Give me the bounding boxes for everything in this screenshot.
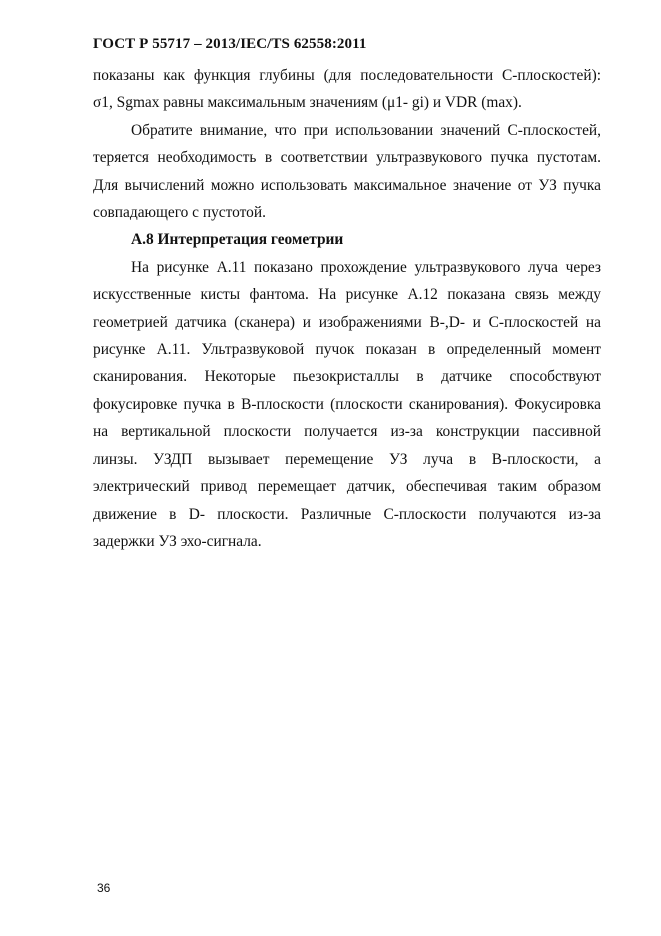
- text-line: геометрией датчика (сканера) и изображениями B-,D- и C-плоскостей на: [93, 313, 601, 331]
- text-line: фокусировке пучка в B-плоскости (плоскости сканирования). Фокусировка: [93, 395, 601, 413]
- standard-header: ГОСТ Р 55717 – 2013/IEC/TS 62558:2011: [93, 36, 367, 52]
- text-line: Для вычислений можно использовать максимальное значение от УЗ пучка: [93, 176, 601, 194]
- page-number: 36: [97, 881, 111, 895]
- text-line: сканирования. Некоторые пьезокристаллы в датчике способствуют: [93, 368, 601, 386]
- text-line: σ1, Sgmax равны максимальным значениям (μ1- gi) и VDR (max).: [93, 94, 522, 112]
- text-line: искусственные кисты фантома. На рисунке А.12 показана связь между: [93, 286, 601, 304]
- text-line: совпадающего с пустотой.: [93, 204, 266, 222]
- text-line: Обратите внимание, что при использовании значений C-плоскостей,: [131, 121, 601, 139]
- text-line: показаны как функция глубины (для последовательности C-плоскостей):: [93, 67, 601, 84]
- text-line: линзы. УЗДП вызывает перемещение УЗ луча в B-плоскости, а: [93, 450, 601, 468]
- text-line: электрический привод перемещает датчик, обеспечивая таким образом: [93, 478, 601, 496]
- body-text: [93, 62, 601, 555]
- text-line: на вертикальной плоскости получается из-за конструкции пассивной: [93, 423, 601, 441]
- text-line: На рисунке А.11 показано прохождение ультразвукового луча через: [131, 258, 601, 276]
- text-line: рисунке А.11. Ультразвуковой пучок показан в определенный момент: [93, 341, 601, 359]
- text-line: движение в D- плоскости. Различные C-плоскости получаются из-за: [93, 505, 601, 523]
- text-line: задержки УЗ эхо-сигнала.: [93, 532, 262, 550]
- section-heading: А.8 Интерпретация геометрии: [131, 231, 344, 249]
- text-line: теряется необходимость в соответствии ультразвукового пучка пустотам.: [93, 149, 601, 167]
